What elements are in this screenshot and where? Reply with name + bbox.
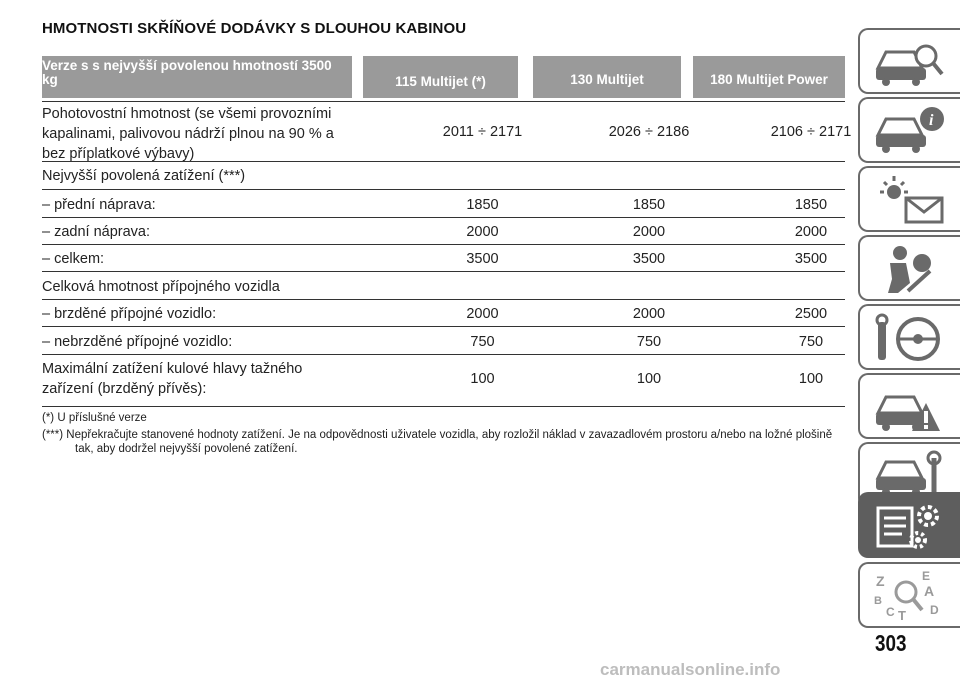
row-value: 2011 ÷ 2171 — [442, 124, 523, 140]
tab-warning-lights[interactable] — [858, 166, 960, 232]
row-value: 100 — [798, 371, 824, 387]
index-letter: T — [898, 608, 906, 623]
index-letter: Z — [876, 573, 885, 589]
alphabetical-index-icon — [872, 570, 952, 624]
tab-emergency[interactable] — [858, 373, 960, 439]
footnote: (*) U příslušné verze — [42, 412, 147, 424]
table-row — [42, 162, 845, 190]
watermark: carmanualsonline.info — [600, 660, 781, 679]
page-number: 303 — [875, 630, 907, 656]
car-warning-triangle-icon — [872, 381, 952, 435]
row-value: 750 — [636, 334, 662, 350]
index-letter: E — [922, 570, 931, 583]
table-header-115-multijet: 115 Multijet (*) — [363, 56, 518, 98]
row-label: – zadní náprava: — [42, 224, 151, 240]
table-row — [42, 102, 852, 162]
table-header-130-multijet: 130 Multijet — [533, 56, 681, 98]
row-value: 3500 — [632, 251, 666, 267]
tab-getting-to-know[interactable] — [858, 28, 960, 94]
index-letter: B — [874, 595, 882, 607]
table-row — [42, 190, 845, 218]
tab-info[interactable] — [858, 97, 960, 163]
row-label: Celková hmotnost přípojného vozidla — [42, 279, 280, 295]
page-title: HMOTNOSTI SKŘÍŇOVÉ DODÁVKY S DLOUHOU KABINOU — [42, 20, 467, 37]
tab-starting-driving[interactable] — [858, 304, 960, 370]
tab-safety[interactable] — [858, 235, 960, 301]
row-value: 1850 — [466, 197, 499, 213]
table-header-version: Verze s s nejvyšší povolenou hmotností 3500 kg — [42, 56, 352, 98]
row-value: 2000 — [632, 306, 666, 322]
row-label: Pohotovostní hmotnost (se všemi provozními kapalinami, palivovou nádrží plnou na 90 % a bez příplatkové výbavy) — [42, 106, 334, 162]
row-label: Nejvyšší povolená zatížení (***) — [42, 168, 246, 184]
row-value: 100 — [470, 371, 495, 387]
table-row — [42, 218, 845, 245]
car-search-icon — [872, 36, 952, 90]
footnote: (***) Nepřekračujte stanovené hodnoty zatížení. Je na odpovědnosti uživatele vozidla, aby rozložil náklad v zavazadlovém prostoru a/nebo na ložné plošině tak, aby dodržel nejvyšší povolené zatížení. — [42, 429, 833, 455]
index-letter: D — [930, 603, 939, 617]
row-label: – celkem: — [42, 251, 105, 267]
row-value: 1850 — [794, 197, 828, 213]
row-value: 750 — [470, 334, 495, 350]
table-row — [42, 355, 845, 407]
table-row — [42, 272, 845, 300]
row-label: – brzděné přípojné vozidlo: — [42, 306, 217, 322]
airbag-passenger-icon — [872, 243, 952, 297]
row-label: Maximální zatížení kulové hlavy tažného zařízení (brzděný přívěs): — [42, 361, 303, 397]
row-value: 2000 — [794, 224, 828, 240]
warning-light-message-icon — [872, 174, 952, 228]
row-label: – přední náprava: — [42, 197, 156, 213]
table-row — [42, 327, 845, 355]
row-value: 2000 — [466, 224, 499, 240]
table-row — [42, 245, 845, 272]
row-value: 750 — [798, 334, 824, 350]
table-row — [42, 300, 845, 327]
row-value: 2106 ÷ 2171 — [770, 124, 852, 140]
row-value: 3500 — [466, 251, 499, 267]
car-info-icon — [872, 105, 952, 159]
row-value: 1850 — [632, 197, 666, 213]
table-header-180-multijet-power: 180 Multijet Power — [693, 56, 845, 98]
row-value: 100 — [636, 371, 662, 387]
steering-wheel-key-icon — [872, 312, 952, 366]
index-letter: A — [924, 583, 935, 599]
row-value: 2000 — [632, 224, 666, 240]
technical-data-gear-icon — [872, 500, 952, 554]
index-letter: C — [886, 605, 895, 619]
row-value: 2026 ÷ 2186 — [608, 124, 690, 140]
row-value: 2500 — [794, 306, 828, 322]
row-value: 2000 — [466, 306, 499, 322]
row-label: – nebrzděné přípojné vozidlo: — [42, 334, 233, 350]
svg-text:i: i — [929, 112, 934, 129]
tab-index[interactable] — [858, 562, 960, 628]
tab-technical-data[interactable] — [858, 492, 960, 558]
row-value: 3500 — [794, 251, 828, 267]
